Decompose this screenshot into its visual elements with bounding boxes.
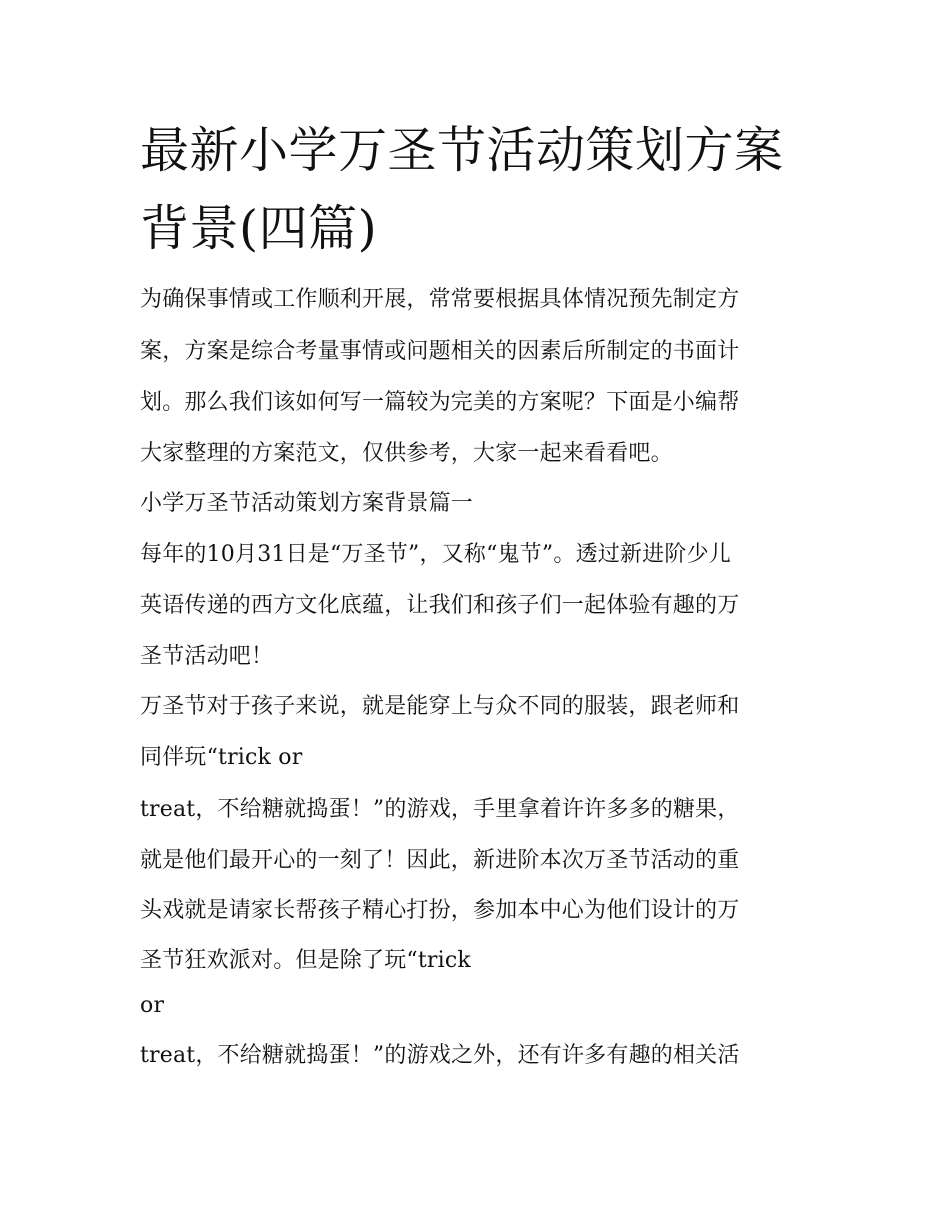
body-line: treat，不给糖就捣蛋！”的游戏，手里拿着许许多多的糖果， xyxy=(140,797,740,822)
body-line: 案，方案是综合考量事情或问题相关的因素后所制定的书面计 xyxy=(140,339,740,364)
body-line: 同伴玩“trick or xyxy=(140,745,303,770)
body-line: 万圣节对于孩子来说，就是能穿上与众不同的服装，跟老师和 xyxy=(140,694,740,719)
body-line: 就是他们最开心的一刻了！因此，新进阶本次万圣节活动的重 xyxy=(140,848,740,873)
body-line: 圣节活动吧！ xyxy=(140,644,274,669)
body-line: 头戏就是请家长帮孩子精心打扮，参加本中心为他们设计的万 xyxy=(140,898,740,923)
title-line-2: 背景(四篇) xyxy=(140,200,378,257)
body-line: treat，不给糖就捣蛋！”的游戏之外，还有许多有趣的相关活 xyxy=(140,1043,740,1068)
body-line: 圣节狂欢派对。但是除了玩“trick xyxy=(140,948,471,973)
body-line: 为确保事情或工作顺利开展，常常要根据具体情况预先制定方 xyxy=(140,287,740,312)
title-line-1: 最新小学万圣节活动策划方案 xyxy=(140,122,784,179)
body-line: 英语传递的西方文化底蕴，让我们和孩子们一起体验有趣的万 xyxy=(140,593,740,618)
body-line: 划。那么我们该如何写一篇较为完美的方案呢？下面是小编帮 xyxy=(140,390,740,415)
body-line: 每年的10月31日是“万圣节”，又称“鬼节”。透过新进阶少儿 xyxy=(140,542,731,567)
document-title xyxy=(140,112,812,268)
body-line: or xyxy=(140,993,165,1018)
section-heading: 小学万圣节活动策划方案背景篇一 xyxy=(140,491,474,516)
body-line: 大家整理的方案范文，仅供参考，大家一起来看看吧。 xyxy=(140,441,673,466)
